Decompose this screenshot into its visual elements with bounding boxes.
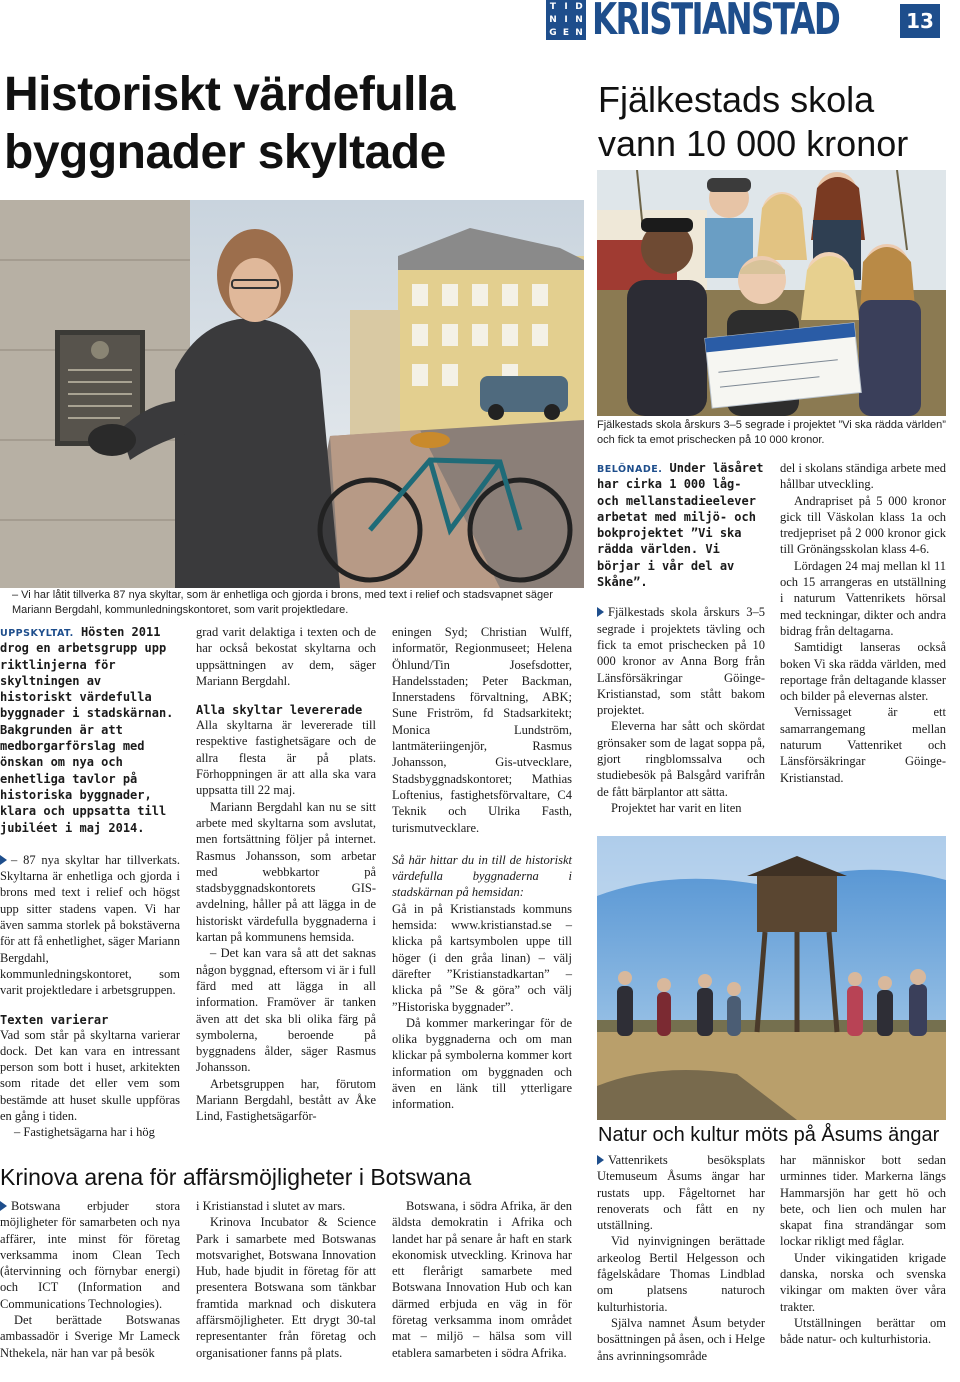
headline-line: Historiskt värdefulla xyxy=(4,68,455,121)
arrow-icon xyxy=(0,855,7,865)
headline-line: byggnader skyltade xyxy=(4,126,446,179)
article1-paragraph: eningen Syd; Christian Wulff, informatör, Regionmuseet; Helena Öhlund/Tin Josefsdotter, Handelsstaden; Peter Backman, Innerstadens förvaltning, ABK; Sune Friström, fd Stadsarkitekt; Monica Lundström, lantmäteriingenjör, Rasmus Johansson, Gis-utvecklare, Stadsbyggnadskontoret; Mathias Loftenius, fastighetsförvaltare, C4 Teknik och Ulrika Fasth, turismutvecklare. xyxy=(392,625,572,835)
article4-paragraph: har människor bott sedan urminnes tider. Markerna längs Hammarsjön har gett hö och bete, och lien och mulen har skapat fina strandängar som lockar rikligt med fåglar. xyxy=(780,1153,946,1249)
arrow-icon xyxy=(597,1155,604,1165)
plaque-photo-caption: – Vi har låtit tillverka 87 nya skyltar, som är enhetliga och gjorda i brons, med text i relief och stadsvapnet säger Mariann Bergdahl, kommunledningskontoret, som varit projektledare. xyxy=(12,589,553,616)
article2-paragraph: Samtidigt lanseras också boken Vi ska rädda världen, med reportage från deltagande klasser och bilder på elevernas alster. xyxy=(780,640,946,704)
article2-lead xyxy=(597,460,765,590)
plaque-photo-illustration xyxy=(0,200,584,588)
article4-column-2 xyxy=(780,1152,946,1348)
article2-paragraph: Andrapriset på 5 000 kronor gick till Väskolan klass 1a och tredjepriset på 2 000 kronor gick till Grönängsskolan klass 4-6. xyxy=(780,493,946,557)
headline-line: vann 10 000 kronor xyxy=(598,123,909,164)
article3-column-1 xyxy=(0,1198,180,1361)
logo-letter: N xyxy=(549,15,557,25)
tidningen-logo xyxy=(546,0,586,40)
arrow-icon xyxy=(597,607,604,617)
paper-name: KRISTIANSTAD xyxy=(592,0,840,45)
article2-text: Fjälkestads skola årskurs 3–5 segrade i projektets tävling och fick ta emot prischecken på 10 000 kronor av Anna Borg från Länsförsäkringar Göinge-Kristianstad, som stått bakom projektet. xyxy=(597,605,765,718)
article3-paragraph xyxy=(0,1198,180,1312)
article1-text: – 87 nya skyltar har tillverkats. Skyltarna är enhetliga och gjorda i brons med text i relief och högst upp sitter stadens vapen. Vi har även samma storlek på bokstäverna för att få enhetlighet, säger Mariann Bergdahl, kommunledningskontoret, som varit projektledare i arbetsgruppen. xyxy=(0,852,180,998)
plaque-photo xyxy=(0,200,584,588)
article4-text: Vattenrikets besöksplats Utemuseum Åsums ängar har rustats upp. Fågeltornet har renoverats och fått en ny utställning. xyxy=(597,1153,765,1233)
article3-paragraph: Botswana, i södra Afrika, är den äldsta demokratin i Afrika och landet har på senare år haft en stark ekonomisk utveckling. Krinova har ett flerårigt samarbete med Botswana Innovation Hub och kan därmed erbjuda en väg in för företag verksamma inom området mat – miljö – hälsa som vill etablera samarbeten i södra Afrika. xyxy=(392,1199,572,1360)
school-photo xyxy=(597,170,946,416)
article1-lead xyxy=(0,624,180,836)
article4-column-1 xyxy=(597,1152,765,1364)
article3-column-3 xyxy=(392,1198,572,1361)
article3-paragraph: i Kristianstad i slutet av mars. xyxy=(196,1199,346,1213)
article1-kicker: UPPSKYLTAT. xyxy=(0,628,74,639)
article3-paragraph: Det berättade Botswanas ambassadör i Sverige Mr Lameck Nthekela, när han var på besök xyxy=(0,1313,180,1360)
article3-column-2 xyxy=(196,1198,376,1361)
article1-subheading: Alla skyltar levererade xyxy=(196,703,363,718)
article1-subheading: Texten varierar xyxy=(0,1012,109,1027)
article4-paragraph: Själva namnet Åsum betyder bosättningen på åsen, och i Helge åns avrinningsområde xyxy=(597,1315,766,1363)
article4-headline: Natur och kultur möts på Åsums ängar xyxy=(598,1124,940,1146)
page-number: 13 xyxy=(900,4,940,38)
article2-paragraph: Vernissaget är ett samarrangemang mellan naturum Vattenriket och Länsförsäkringar Göinge-Kristianstad. xyxy=(780,705,946,785)
article1-paragraph: – Fastighetsägarna har i hög xyxy=(14,1125,155,1140)
logo-letter: G xyxy=(549,28,557,38)
logo-letter: D xyxy=(575,2,583,12)
article1-paragraph: Arbetsgruppen har, förutom Mariann Bergdahl, bestått av Åke Lind, Fastighetsägarför- xyxy=(196,1076,376,1124)
article1-paragraph: grad varit delaktiga i texten och de har också bekostat skyltarna och uppsättningen av dem, säger Mariann Bergdahl. xyxy=(196,625,376,688)
article1-paragraph: Mariann Bergdahl kan nu se sitt arbete med skyltarna som avslutat, men fortsättning följer på internet. Rasmus Johansson, som arbetar med webbkartor på stadsbyggnadskontorets GIS-avdelning, håller på att lägga in de historiskt värdefulla byggnaderna i kartan på kommunens hemsida. xyxy=(196,799,376,945)
article2-paragraph: Lördagen 24 maj mellan kl 11 och 15 arrangeras en utställning i naturum Vattenrikets hörsal med teckningar, dikter och andra bidrag från deltagarna. xyxy=(780,558,946,638)
article2-lead-text: Under läsåret har cirka 1 000 låg- och mellanstadieelever arbetat med miljö- och bokprojektet ”Vi ska rädda världen. Vi börjar i vår del av Skåne”. xyxy=(597,461,764,590)
school-photo-illustration xyxy=(597,170,946,416)
asums-angar-illustration xyxy=(597,836,946,1120)
logo-letter: E xyxy=(562,28,570,38)
article2-headline xyxy=(598,78,950,166)
logo-letter: I xyxy=(564,15,568,25)
article4-paragraph xyxy=(597,1152,765,1233)
school-photo-caption: Fjälkestads skola årskurs 3–5 segrade i projektet ”Vi ska rädda världen” och fick ta emot prischecken på 10 000 kronor. xyxy=(597,419,946,446)
article2-paragraph: Eleverna har sått och skördat grönsaker som de lagat soppa på, gjort ringblomssalva och studiebesök på Balsgård varifrån de fått bärplantor att sätta. xyxy=(597,719,765,799)
article2-paragraph: Projektet har varit en liten xyxy=(611,800,742,815)
article2-paragraph xyxy=(597,604,765,718)
article4-paragraph: Utställningen berättar om både natur- och kulturhistoria. xyxy=(780,1315,946,1347)
article1-paragraph: Alla skyltarna är levererade till respektive fastighetsägare och de allra flesta är på plats. Förhoppningen är att alla ska vara uppsatta till 22 maj. xyxy=(196,718,376,798)
article2-column-2 xyxy=(780,460,946,786)
article1-paragraph: Vad som står på skyltarna varierar dock. Det kan vara en intressant person som bott i huset, arkitekten som ritade det eller vem som bestämde att huset skulle uppföras en gång i tiden. xyxy=(0,1027,180,1124)
article1-italic-note: Så här hittar du in till de historiskt värdefulla byggnaderna i stadskärnan på hemsidan: xyxy=(392,852,572,900)
arrow-icon xyxy=(0,1201,7,1211)
logo-letter: T xyxy=(549,2,557,12)
article1-column-3 xyxy=(392,624,572,1113)
article1-paragraph xyxy=(0,852,180,999)
article2-column-1 xyxy=(597,460,765,816)
article3-paragraph: Krinova Incubator & Science Park i samarbete med Botswanas motsvarighet, Botswana Innovation Hub, hade bjudit in företag för att presentera Botswana som tänkbar framtida marknad och diskutera affärsmöjligheter. Ett drygt 30-tal representanter från företag och organisationer fanns på plats. xyxy=(196,1215,376,1360)
logo-letter: I xyxy=(564,2,568,12)
article1-paragraph: Då kommer markeringar för de olika byggnaderna och om man klickar på symbolerna kommer kort information om byggnaden och även en länk till ytterligare information. xyxy=(392,1015,572,1112)
logo-letter: N xyxy=(575,15,583,25)
article1-column-1 xyxy=(0,624,180,1141)
article1-column-2 xyxy=(196,624,376,1125)
article1-headline xyxy=(4,66,584,182)
article2-paragraph: del i skolans ständiga arbete med hållbar utveckling. xyxy=(780,461,946,492)
article3-headline: Krinova arena för affärsmöjligheter i Botswana xyxy=(0,1164,472,1190)
article1-lead-text: Hösten 2011 drog en arbetsgrupp upp riktlinjerna för skyltningen av historiskt värdefulla byggnader i stadskärnan. Bakgrunden är att medborgarförslag med önskan om nya och enhetliga tavlor på historiska byggnader, klara och uppsatta till jubiléet i maj 2014. xyxy=(0,625,174,835)
article4-paragraph: Under vikingatiden krigade danska, norska och svenska vikingar om makten över våra trakter. xyxy=(780,1250,946,1314)
article2-kicker: BELÖNADE. xyxy=(597,464,663,475)
logo-letter: N xyxy=(575,28,583,38)
asums-angar-photo xyxy=(597,836,946,1120)
article1-paragraph: Gå in på Kristianstads kommuns hemsida: www.kristianstad.se – klicka på kartsymbolen uppe till höger (i den gråa linan) – välj därefter ”Kristianstadkartan” – klicka på ”Se & göra” och välj ”Historiska byggnader”. xyxy=(392,901,572,1014)
article3-text: Botswana erbjuder stora möjligheter för samarbeten och nya affärer, inte minst för företag verksamma inom Clean Tech (återvinning och förnybar energi) och ICT (Information and Communications Technologies). xyxy=(0,1199,180,1311)
article4-paragraph: Vid nyinvigningen berättade arkeolog Bertil Helgesson och fågelskådare Thomas Lindblad om platsens naturoch kulturhistoria. xyxy=(597,1234,765,1314)
article1-paragraph: – Det kan vara så att det saknas någon byggnad, eftersom vi är i full färd med att lägga in all information. Framöver är tanken även att det ska bli olika färg på symbolerna, beroende på byggnadens ålder, säger Rasmus Johansson. xyxy=(196,946,376,1075)
headline-line: Fjälkestads skola xyxy=(598,79,875,120)
